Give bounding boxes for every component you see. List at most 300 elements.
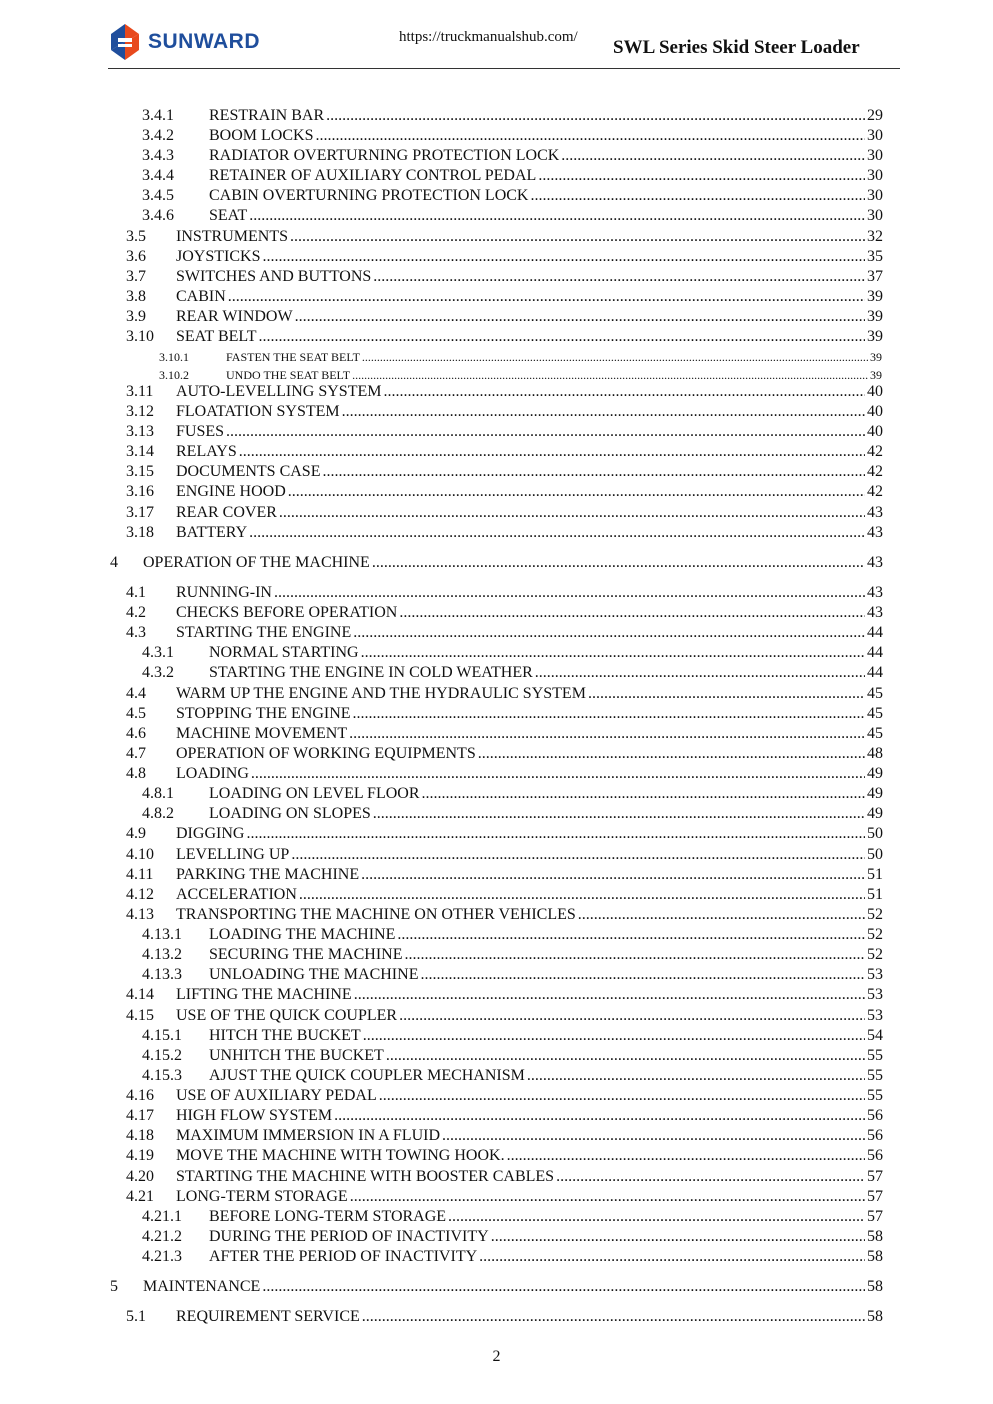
toc-entry[interactable] <box>126 685 883 703</box>
toc-page: 30 <box>867 207 883 224</box>
toc-number: 3.4.3 <box>142 147 174 164</box>
toc-entry[interactable] <box>142 1027 883 1045</box>
toc-page: 44 <box>867 624 883 641</box>
toc-title: DURING THE PERIOD OF INACTIVITY <box>209 1228 489 1245</box>
toc-leader <box>362 1308 865 1326</box>
toc-leader <box>279 504 865 522</box>
toc-title: RADIATOR OVERTURNING PROTECTION LOCK <box>209 147 560 164</box>
toc-page: 39 <box>867 328 883 345</box>
toc-title: CHECKS BEFORE OPERATION <box>176 604 398 621</box>
toc-title: LOADING ON LEVEL FLOOR <box>209 785 420 802</box>
toc-leader <box>530 187 865 205</box>
toc-title: STARTING THE ENGINE IN COLD WEATHER <box>209 664 533 681</box>
toc-page: 57 <box>867 1188 883 1205</box>
toc-entry[interactable] <box>126 1188 883 1206</box>
toc-number: 4.14 <box>126 986 154 1003</box>
toc-title: STARTING THE ENGINE <box>176 624 352 641</box>
toc-entry[interactable] <box>126 443 883 461</box>
toc-entry[interactable] <box>126 308 883 326</box>
toc-page: 39 <box>867 308 883 325</box>
toc-number: 4.3.1 <box>142 644 174 661</box>
source-url[interactable]: https://truckmanualshub.com/ <box>399 29 578 45</box>
toc-title: DIGGING <box>176 825 245 842</box>
toc-title: RETAINER OF AUXILIARY CONTROL PEDAL <box>209 167 537 184</box>
toc-leader <box>448 1208 865 1226</box>
toc-title: BEFORE LONG-TERM STORAGE <box>209 1208 447 1225</box>
toc-number: 3.18 <box>126 524 154 541</box>
toc-page: 53 <box>867 1007 883 1024</box>
toc-leader <box>372 554 865 572</box>
toc-number: 4.21.2 <box>142 1228 182 1245</box>
toc-entry[interactable] <box>126 765 883 783</box>
toc-entry[interactable] <box>110 1278 883 1296</box>
toc-number: 4.8.1 <box>142 785 174 802</box>
toc-entry[interactable] <box>142 946 883 964</box>
toc-entry[interactable] <box>142 1208 883 1226</box>
toc-leader <box>535 664 865 682</box>
toc-title: REQUIREMENT SERVICE <box>176 1308 360 1325</box>
toc-leader <box>251 765 865 783</box>
toc-page: 58 <box>867 1248 883 1265</box>
toc-leader <box>399 1007 865 1025</box>
toc-entry[interactable] <box>126 483 883 501</box>
toc-page: 51 <box>867 866 883 883</box>
toc-page: 39 <box>867 288 883 305</box>
toc-number: 4.20 <box>126 1168 154 1185</box>
toc-page: 52 <box>867 906 883 923</box>
toc-page: 45 <box>867 705 883 722</box>
toc-number: 3.15 <box>126 463 154 480</box>
toc-leader <box>291 846 865 864</box>
toc-leader <box>478 745 865 763</box>
toc-entry[interactable] <box>126 1007 883 1025</box>
toc-page: 52 <box>867 946 883 963</box>
toc-title: CABIN OVERTURNING PROTECTION LOCK <box>209 187 529 204</box>
toc-entry[interactable] <box>126 1107 883 1125</box>
toc-leader <box>349 725 865 743</box>
toc-title: MAXIMUM IMMERSION IN A FLUID <box>176 1127 441 1144</box>
toc-page: 48 <box>867 745 883 762</box>
toc-page: 55 <box>867 1047 883 1064</box>
toc-page: 50 <box>867 825 883 842</box>
toc-entry[interactable] <box>126 1127 883 1145</box>
toc-leader <box>274 584 865 602</box>
toc-entry[interactable] <box>142 785 883 803</box>
toc-number: 4.9 <box>126 825 146 842</box>
toc-page: 40 <box>867 423 883 440</box>
toc-page: 43 <box>867 504 883 521</box>
toc-leader <box>352 368 868 383</box>
toc-title: HITCH THE BUCKET <box>209 1027 361 1044</box>
toc-number: 4.1 <box>126 584 146 601</box>
toc-leader <box>354 986 865 1004</box>
brand-logo <box>108 22 260 62</box>
toc-page: 40 <box>867 403 883 420</box>
toc-number: 3.10 <box>126 328 154 345</box>
toc-page: 42 <box>867 483 883 500</box>
toc-number: 4.15.3 <box>142 1067 182 1084</box>
toc-number: 3.6 <box>126 248 146 265</box>
toc-number: 4.21.3 <box>142 1248 182 1265</box>
toc-number: 4.4 <box>126 685 146 702</box>
toc-page: 30 <box>867 127 883 144</box>
toc-entry[interactable] <box>126 383 883 401</box>
toc-page: 43 <box>867 584 883 601</box>
toc-page: 45 <box>867 725 883 742</box>
toc-title: WARM UP THE ENGINE AND THE HYDRAULIC SYSTEM <box>176 685 586 702</box>
toc-page: 30 <box>867 167 883 184</box>
toc-number: 3.4.1 <box>142 107 174 124</box>
toc-page: 51 <box>867 886 883 903</box>
toc-leader <box>491 1228 865 1246</box>
toc-leader <box>262 248 865 266</box>
toc-number: 4.21.1 <box>142 1208 182 1225</box>
toc-leader <box>342 403 865 421</box>
toc-page: 35 <box>867 248 883 265</box>
toc-entry[interactable] <box>142 107 883 125</box>
toc-leader <box>350 1188 865 1206</box>
toc-number: 3.4.4 <box>142 167 174 184</box>
toc-number: 3.4.6 <box>142 207 174 224</box>
toc-number: 3.4.5 <box>142 187 174 204</box>
toc-leader <box>226 423 865 441</box>
toc-number: 4.5 <box>126 705 146 722</box>
toc-number: 3.9 <box>126 308 146 325</box>
toc-leader <box>362 350 868 365</box>
header-divider <box>108 68 900 69</box>
toc-page: 58 <box>867 1278 883 1295</box>
toc-title: CABIN <box>176 288 226 305</box>
toc-number: 3.4.2 <box>142 127 174 144</box>
toc-leader <box>239 443 865 461</box>
toc-page: 43 <box>867 524 883 541</box>
toc-number: 5.1 <box>126 1308 146 1325</box>
toc-leader <box>420 966 865 984</box>
toc-leader <box>373 805 865 823</box>
toc-entry[interactable] <box>126 906 883 924</box>
toc-title: TRANSPORTING THE MACHINE ON OTHER VEHICLES <box>176 906 576 923</box>
toc-page: 52 <box>867 926 883 943</box>
toc-page: 37 <box>867 268 883 285</box>
toc-leader <box>404 946 865 964</box>
toc-page: 39 <box>870 368 882 382</box>
toc-number: 3.5 <box>126 228 146 245</box>
toc-leader <box>379 1087 865 1105</box>
toc-page: 42 <box>867 463 883 480</box>
toc-entry[interactable] <box>142 187 883 205</box>
toc-entry[interactable] <box>126 886 883 904</box>
toc-number: 4.2 <box>126 604 146 621</box>
toc-title: NORMAL STARTING <box>209 644 359 661</box>
toc-leader <box>479 1248 865 1266</box>
toc-title: USE OF AUXILIARY PEDAL <box>176 1087 377 1104</box>
toc-page: 30 <box>867 147 883 164</box>
toc-number: 3.16 <box>126 483 154 500</box>
toc-number: 4.13.3 <box>142 966 182 983</box>
toc-entry[interactable] <box>126 846 883 864</box>
toc-leader <box>527 1067 865 1085</box>
toc-title: AUTO-LEVELLING SYSTEM <box>176 383 382 400</box>
toc-number: 4.12 <box>126 886 154 903</box>
toc-entry[interactable] <box>126 403 883 421</box>
toc-entry[interactable] <box>126 1168 883 1186</box>
toc-leader <box>353 705 865 723</box>
toc-number: 4.17 <box>126 1107 154 1124</box>
toc-entry[interactable] <box>126 866 883 884</box>
toc-page: 50 <box>867 846 883 863</box>
toc-title: LOADING THE MACHINE <box>209 926 396 943</box>
toc-title: STOPPING THE ENGINE <box>176 705 351 722</box>
toc-leader <box>249 207 865 225</box>
toc-leader <box>288 483 865 501</box>
toc-title: AJUST THE QUICK COUPLER MECHANISM <box>209 1067 525 1084</box>
toc-page: 58 <box>867 1308 883 1325</box>
toc-title: UNDO THE SEAT BELT <box>226 368 351 382</box>
toc-number: 4.15.2 <box>142 1047 182 1064</box>
toc-entry[interactable] <box>126 288 883 306</box>
toc-page: 53 <box>867 986 883 1003</box>
toc-entry[interactable] <box>110 554 883 572</box>
toc-title: JOYSTICKS <box>176 248 261 265</box>
toc-entry[interactable] <box>142 167 883 185</box>
toc-leader <box>249 524 865 542</box>
toc-page: 49 <box>867 785 883 802</box>
toc-leader <box>578 906 865 924</box>
toc-number: 4.11 <box>126 866 154 883</box>
toc-entry[interactable] <box>142 664 883 682</box>
toc-title: LEVELLING UP <box>176 846 290 863</box>
toc-title: SECURING THE MACHINE <box>209 946 403 963</box>
toc-number: 3.11 <box>126 383 154 400</box>
toc-number: 4.3 <box>126 624 146 641</box>
toc-entry[interactable] <box>142 127 883 145</box>
toc-entry[interactable] <box>126 328 883 346</box>
toc-leader <box>353 624 865 642</box>
toc-title: AFTER THE PERIOD OF INACTIVITY <box>209 1248 478 1265</box>
toc-leader <box>361 866 865 884</box>
toc-title: BATTERY <box>176 524 248 541</box>
toc-leader <box>326 107 865 125</box>
toc-number: 4.16 <box>126 1087 154 1104</box>
toc-title: UNLOADING THE MACHINE <box>209 966 419 983</box>
toc-leader <box>507 1147 865 1165</box>
toc-page: 29 <box>867 107 883 124</box>
toc-page: 49 <box>867 765 883 782</box>
toc-number: 4.21 <box>126 1188 154 1205</box>
toc-leader <box>363 1027 865 1045</box>
toc-page: 43 <box>867 604 883 621</box>
toc-title: LOADING ON SLOPES <box>209 805 371 822</box>
toc-title: DOCUMENTS CASE <box>176 463 321 480</box>
toc-title: SEAT <box>209 207 248 224</box>
toc-leader <box>556 1168 865 1186</box>
toc-entry[interactable] <box>126 986 883 1004</box>
toc-leader <box>334 1107 865 1125</box>
toc-entry[interactable] <box>126 1087 883 1105</box>
toc-title: ACCELERATION <box>176 886 297 903</box>
toc-number: 4.19 <box>126 1147 154 1164</box>
toc-title: INSTRUMENTS <box>176 228 289 245</box>
toc-title: FASTEN THE SEAT BELT <box>226 350 360 364</box>
toc-leader <box>538 167 865 185</box>
toc-leader <box>258 328 865 346</box>
toc-leader <box>299 886 865 904</box>
toc-entry[interactable] <box>142 1248 883 1266</box>
toc-leader <box>246 825 865 843</box>
toc-entry[interactable] <box>142 1067 883 1085</box>
toc-title: SEAT BELT <box>176 328 257 345</box>
toc-page: 44 <box>867 644 883 661</box>
toc-number: 3.17 <box>126 504 154 521</box>
toc-leader <box>228 288 865 306</box>
toc-leader <box>399 604 865 622</box>
toc-page: 42 <box>867 443 883 460</box>
toc-page: 53 <box>867 966 883 983</box>
toc-entry[interactable] <box>142 1047 883 1065</box>
toc-number: 4.15 <box>126 1007 154 1024</box>
toc-page: 55 <box>867 1087 883 1104</box>
document-title: SWL Series Skid Steer Loader <box>613 37 860 58</box>
toc-title: UNHITCH THE BUCKET <box>209 1047 384 1064</box>
toc-number: 4 <box>110 554 118 571</box>
toc-number: 3.7 <box>126 268 146 285</box>
toc-entry[interactable] <box>159 350 882 365</box>
brand-name: SUNWARD <box>148 30 260 53</box>
toc-leader <box>397 926 865 944</box>
toc-leader <box>588 685 865 703</box>
toc-leader <box>373 268 865 286</box>
toc-leader <box>262 1278 865 1296</box>
sunward-logo-icon <box>108 22 142 62</box>
toc-number: 5 <box>110 1278 118 1295</box>
toc-entry[interactable] <box>126 745 883 763</box>
toc-title: OPERATION OF THE MACHINE <box>143 554 370 571</box>
toc-title: PARKING THE MACHINE <box>176 866 360 883</box>
toc-number: 4.8 <box>126 765 146 782</box>
toc-page: 43 <box>867 554 883 571</box>
toc-number: 3.12 <box>126 403 154 420</box>
toc-entry[interactable] <box>126 825 883 843</box>
toc-leader <box>386 1047 865 1065</box>
toc-entry[interactable] <box>126 268 883 286</box>
toc-page: 30 <box>867 187 883 204</box>
toc-page: 57 <box>867 1168 883 1185</box>
toc-title: REAR COVER <box>176 504 277 521</box>
toc-entry[interactable] <box>126 705 883 723</box>
toc-entry[interactable] <box>142 207 883 225</box>
toc-title: RESTRAIN BAR <box>209 107 325 124</box>
toc-number: 4.6 <box>126 725 146 742</box>
toc-page: 45 <box>867 685 883 702</box>
toc-title: BOOM LOCKS <box>209 127 314 144</box>
toc-page: 57 <box>867 1208 883 1225</box>
toc-number: 3.13 <box>126 423 154 440</box>
toc-entry[interactable] <box>126 624 883 642</box>
toc-title: RELAYS <box>176 443 237 460</box>
toc-title: USE OF THE QUICK COUPLER <box>176 1007 398 1024</box>
toc-title: LIFTING THE MACHINE <box>176 986 352 1003</box>
toc-title: LOADING <box>176 765 249 782</box>
toc-page: 56 <box>867 1127 883 1144</box>
toc-title: OPERATION OF WORKING EQUIPMENTS <box>176 745 476 762</box>
toc-leader <box>361 644 865 662</box>
toc-entry[interactable] <box>126 584 883 602</box>
toc-leader <box>295 308 865 326</box>
toc-entry[interactable] <box>126 423 883 441</box>
toc-entry[interactable] <box>159 368 882 383</box>
toc-entry[interactable] <box>142 147 883 165</box>
toc-number: 4.15.1 <box>142 1027 182 1044</box>
toc-title: STARTING THE MACHINE WITH BOOSTER CABLES <box>176 1168 555 1185</box>
toc-title: SWITCHES AND BUTTONS <box>176 268 372 285</box>
page-number: 2 <box>492 1348 501 1365</box>
toc-entry[interactable] <box>142 805 883 823</box>
toc-entry[interactable] <box>142 644 883 662</box>
toc-page: 39 <box>870 350 882 364</box>
toc-leader <box>322 463 865 481</box>
toc-entry[interactable] <box>126 1308 883 1326</box>
toc-leader <box>383 383 865 401</box>
toc-number: 4.3.2 <box>142 664 174 681</box>
toc-entry[interactable] <box>126 725 883 743</box>
toc-page: 54 <box>867 1027 883 1044</box>
toc-page: 32 <box>867 228 883 245</box>
toc-title: MAINTENANCE <box>143 1278 261 1295</box>
toc-entry[interactable] <box>126 248 883 266</box>
toc-title: MOVE THE MACHINE WITH TOWING HOOK. <box>176 1147 505 1164</box>
toc-title: ENGINE HOOD <box>176 483 286 500</box>
toc-number: 3.10.1 <box>159 350 189 364</box>
toc-page: 56 <box>867 1147 883 1164</box>
toc-number: 3.8 <box>126 288 146 305</box>
toc-entry[interactable] <box>126 504 883 522</box>
toc-number: 3.14 <box>126 443 154 460</box>
toc-leader <box>290 228 865 246</box>
page-header <box>0 0 993 70</box>
toc-number: 4.7 <box>126 745 146 762</box>
toc-number: 4.13.1 <box>142 926 182 943</box>
toc-title: LONG-TERM STORAGE <box>176 1188 348 1205</box>
toc-leader <box>561 147 865 165</box>
toc-entry[interactable] <box>142 1228 883 1246</box>
toc-entry[interactable] <box>142 926 883 944</box>
toc-number: 3.10.2 <box>159 368 189 382</box>
toc-entry[interactable] <box>126 1147 883 1165</box>
toc-page: 56 <box>867 1107 883 1124</box>
toc-entry[interactable] <box>126 524 883 542</box>
toc-leader <box>422 785 866 803</box>
toc-title: MACHINE MOVEMENT <box>176 725 348 742</box>
toc-title: HIGH FLOW SYSTEM <box>176 1107 333 1124</box>
toc-page: 40 <box>867 383 883 400</box>
toc-leader <box>442 1127 865 1145</box>
toc-number: 4.13.2 <box>142 946 182 963</box>
toc-page: 44 <box>867 664 883 681</box>
toc-number: 4.10 <box>126 846 154 863</box>
toc-entry[interactable] <box>126 228 883 246</box>
toc-entry[interactable] <box>142 966 883 984</box>
toc-page: 55 <box>867 1067 883 1084</box>
toc-number: 4.18 <box>126 1127 154 1144</box>
toc-number: 4.13 <box>126 906 154 923</box>
toc-title: RUNNING-IN <box>176 584 272 601</box>
toc-entry[interactable] <box>126 604 883 622</box>
toc-page: 58 <box>867 1228 883 1245</box>
toc-entry[interactable] <box>126 463 883 481</box>
toc-page: 49 <box>867 805 883 822</box>
toc-leader <box>315 127 865 145</box>
toc-title: FUSES <box>176 423 225 440</box>
